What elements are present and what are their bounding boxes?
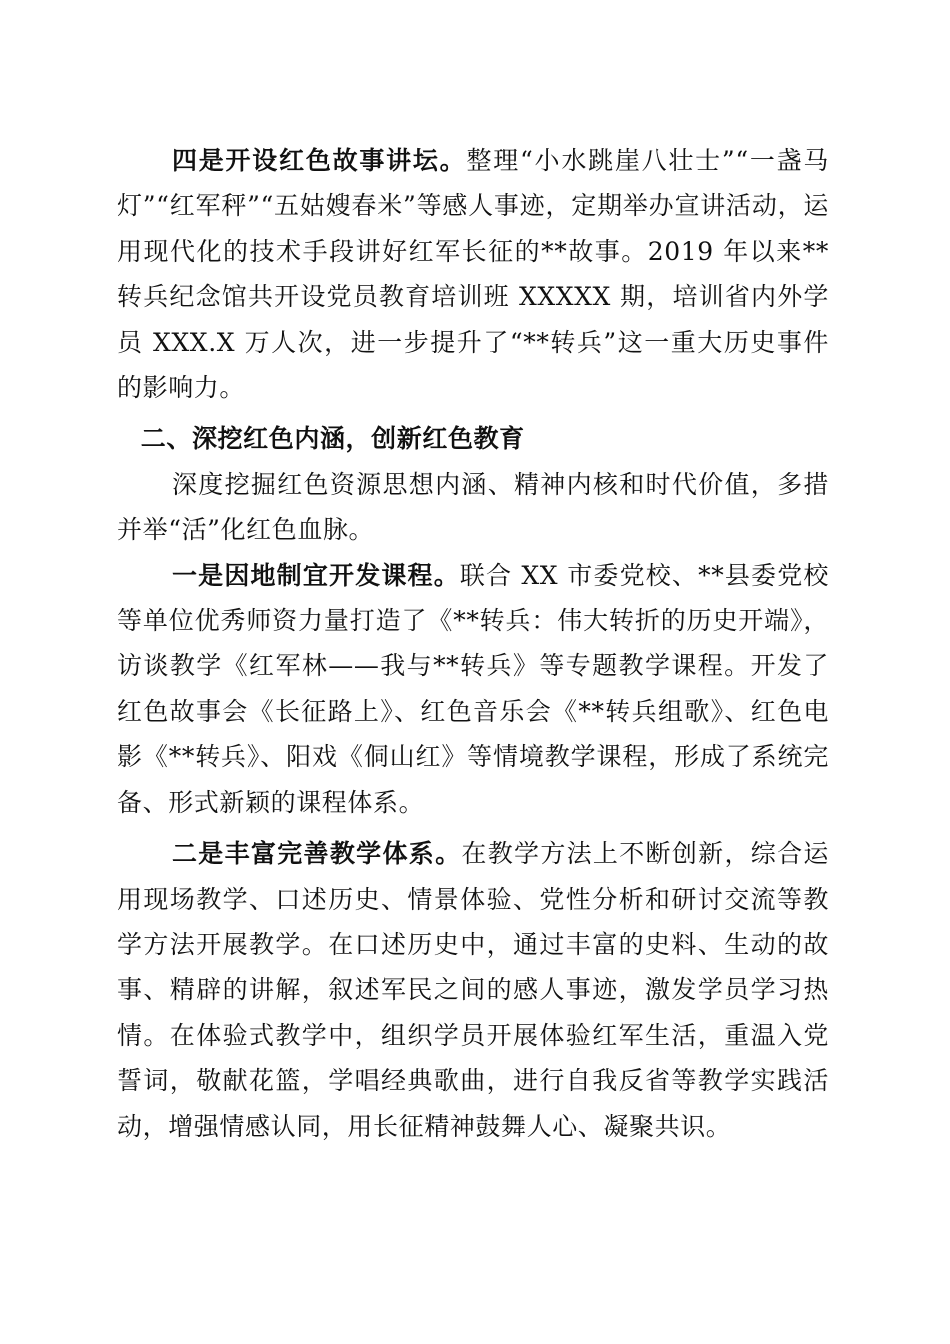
paragraph-lead: 一是因地制宜开发课程。 xyxy=(172,560,460,590)
document-body xyxy=(117,138,829,1155)
paragraph-teaching-system xyxy=(117,831,829,1149)
paragraph-red-story-forum xyxy=(117,138,829,410)
paragraph-intro xyxy=(117,462,829,553)
paragraph-text: 深度挖掘红色资源思想内涵、精神内核和时代价值，多措并举“活”化红色血脉。 xyxy=(117,469,829,545)
paragraph-text: 联合 XX 市委党校、**县委党校等单位优秀师资力量打造了《**转兵：伟大转折的历史开端》，访谈教学《红军林——我与**转兵》等专题教学课程。开发了红色故事会《长征路上》、红色音乐会《**转兵组歌》、红色电影《**转兵》、阳戏《侗山红》等情境教学课程，形成了系统完备、形式新颖的课程体系。 xyxy=(117,560,829,817)
paragraph-text: 在教学方法上不断创新，综合运用现场教学、口述历史、情景体验、党性分析和研讨交流等教学方法开展教学。在口述历史中，通过丰富的史料、生动的故事、精辟的讲解，叙述军民之间的感人事迹，激发学员学习热情。在体验式教学中，组织学员开展体验红军生活，重温入党誓词，敬献花篮，学唱经典歌曲，进行自我反省等教学实践活动，增强情感认同，用长征精神鼓舞人心、凝聚共识。 xyxy=(117,839,829,1141)
section-heading: 二、深挖红色内涵，创新红色教育 xyxy=(140,424,525,454)
paragraph-lead: 四是开设红色故事讲坛。 xyxy=(172,146,467,175)
paragraph-lead: 二是丰富完善教学体系。 xyxy=(172,839,462,869)
paragraph-course-development xyxy=(117,553,829,825)
paragraph-text: 整理“小水跳崖八壮士”“一盏马灯”“红军秤”“五姑嫂春米”等感人事迹，定期举办宣讲活动，运用现代化的技术手段讲好红军长征的**故事。2019 年以来**转兵纪念馆共开设党员教育培训班 XXXXX 期，培训省内外学员 XXX.X 万人次，进一步提升了“**转兵”这一重大历史事件的影响力。 xyxy=(117,146,830,403)
